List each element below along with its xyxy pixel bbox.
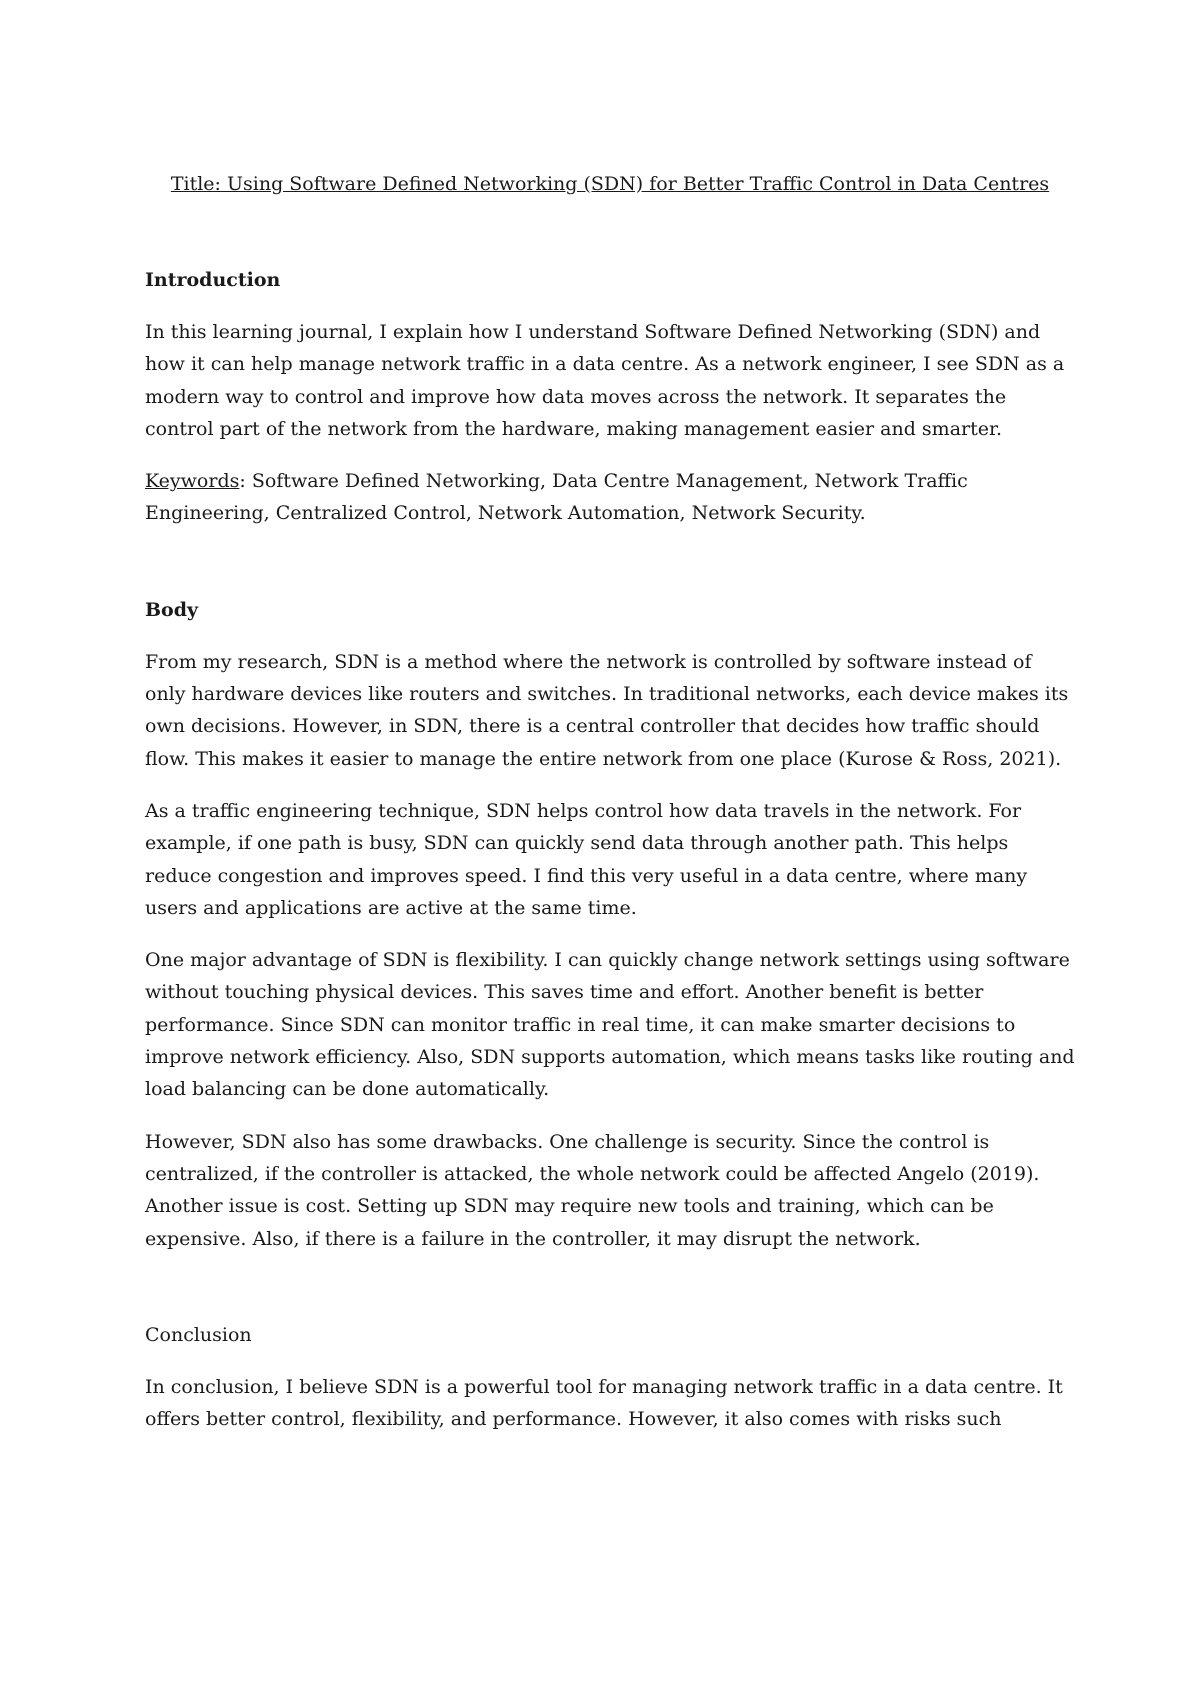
document-title: Title: Using Software Defined Networking (SDN) for Better Traffic Control in Data Centres bbox=[170, 173, 1050, 195]
document-content bbox=[145, 168, 1075, 1435]
body-paragraph-4: However, SDN also has some drawbacks. One challenge is security. Since the control is centralized, if the controller is attacked, the whole network could be affected Angelo (2019). Another issue is cost. Setting up SDN may require new tools and training, which can be expensive. Also, if there is a failure in the controller, it may disrupt the network. bbox=[145, 1130, 1040, 1250]
body-heading: Body bbox=[145, 598, 199, 621]
keywords-text: : Software Defined Networking, Data Centre Management, Network Traffic Engineering, Centralized Control, Network Automation, Network Security. bbox=[145, 470, 968, 525]
conclusion-paragraph: In conclusion, I believe SDN is a powerful tool for managing network traffic in a data centre. It offers better control, flexibility, and performance. However, it also comes with risks such bbox=[145, 1375, 1063, 1431]
keywords-paragraph bbox=[145, 465, 1075, 530]
body-paragraph-2: As a traffic engineering technique, SDN helps control how data travels in the network. For example, if one path is busy, SDN can quickly send data through another path. This helps reduce congestion and improves speed. I find this very useful in a data centre, where many users and applications are active at the same time. bbox=[145, 799, 1028, 919]
body-paragraph-3: One major advantage of SDN is flexibility. I can quickly change network settings using software without touching physical devices. This saves time and effort. Another benefit is better performance. Since SDN can monitor traffic in real time, it can make smarter decisions to improve network efficiency. Also, SDN supports automation, which means tasks like routing and load balancing can be done automatically. bbox=[145, 949, 1075, 1101]
body-paragraph-1: From my research, SDN is a method where the network is controlled by software instead of only hardware devices like routers and switches. In traditional networks, each device makes its own decisions. However, in SDN, there is a central controller that decides how traffic should flow. This makes it easier to manage the entire network from one place (Kurose & Ross, 2021). bbox=[145, 650, 1069, 770]
keywords-label: Keywords bbox=[145, 470, 240, 493]
introduction-paragraph: In this learning journal, I explain how I understand Software Defined Networking (SDN) and how it can help manage network traffic in a data centre. As a network engineer, I see SDN as a modern way to control and improve how data moves across the network. It separates the control part of the network from the hardware, making management easier and smarter. bbox=[145, 321, 1065, 440]
introduction-heading: Introduction bbox=[145, 269, 281, 291]
conclusion-heading: Conclusion bbox=[145, 1323, 252, 1346]
